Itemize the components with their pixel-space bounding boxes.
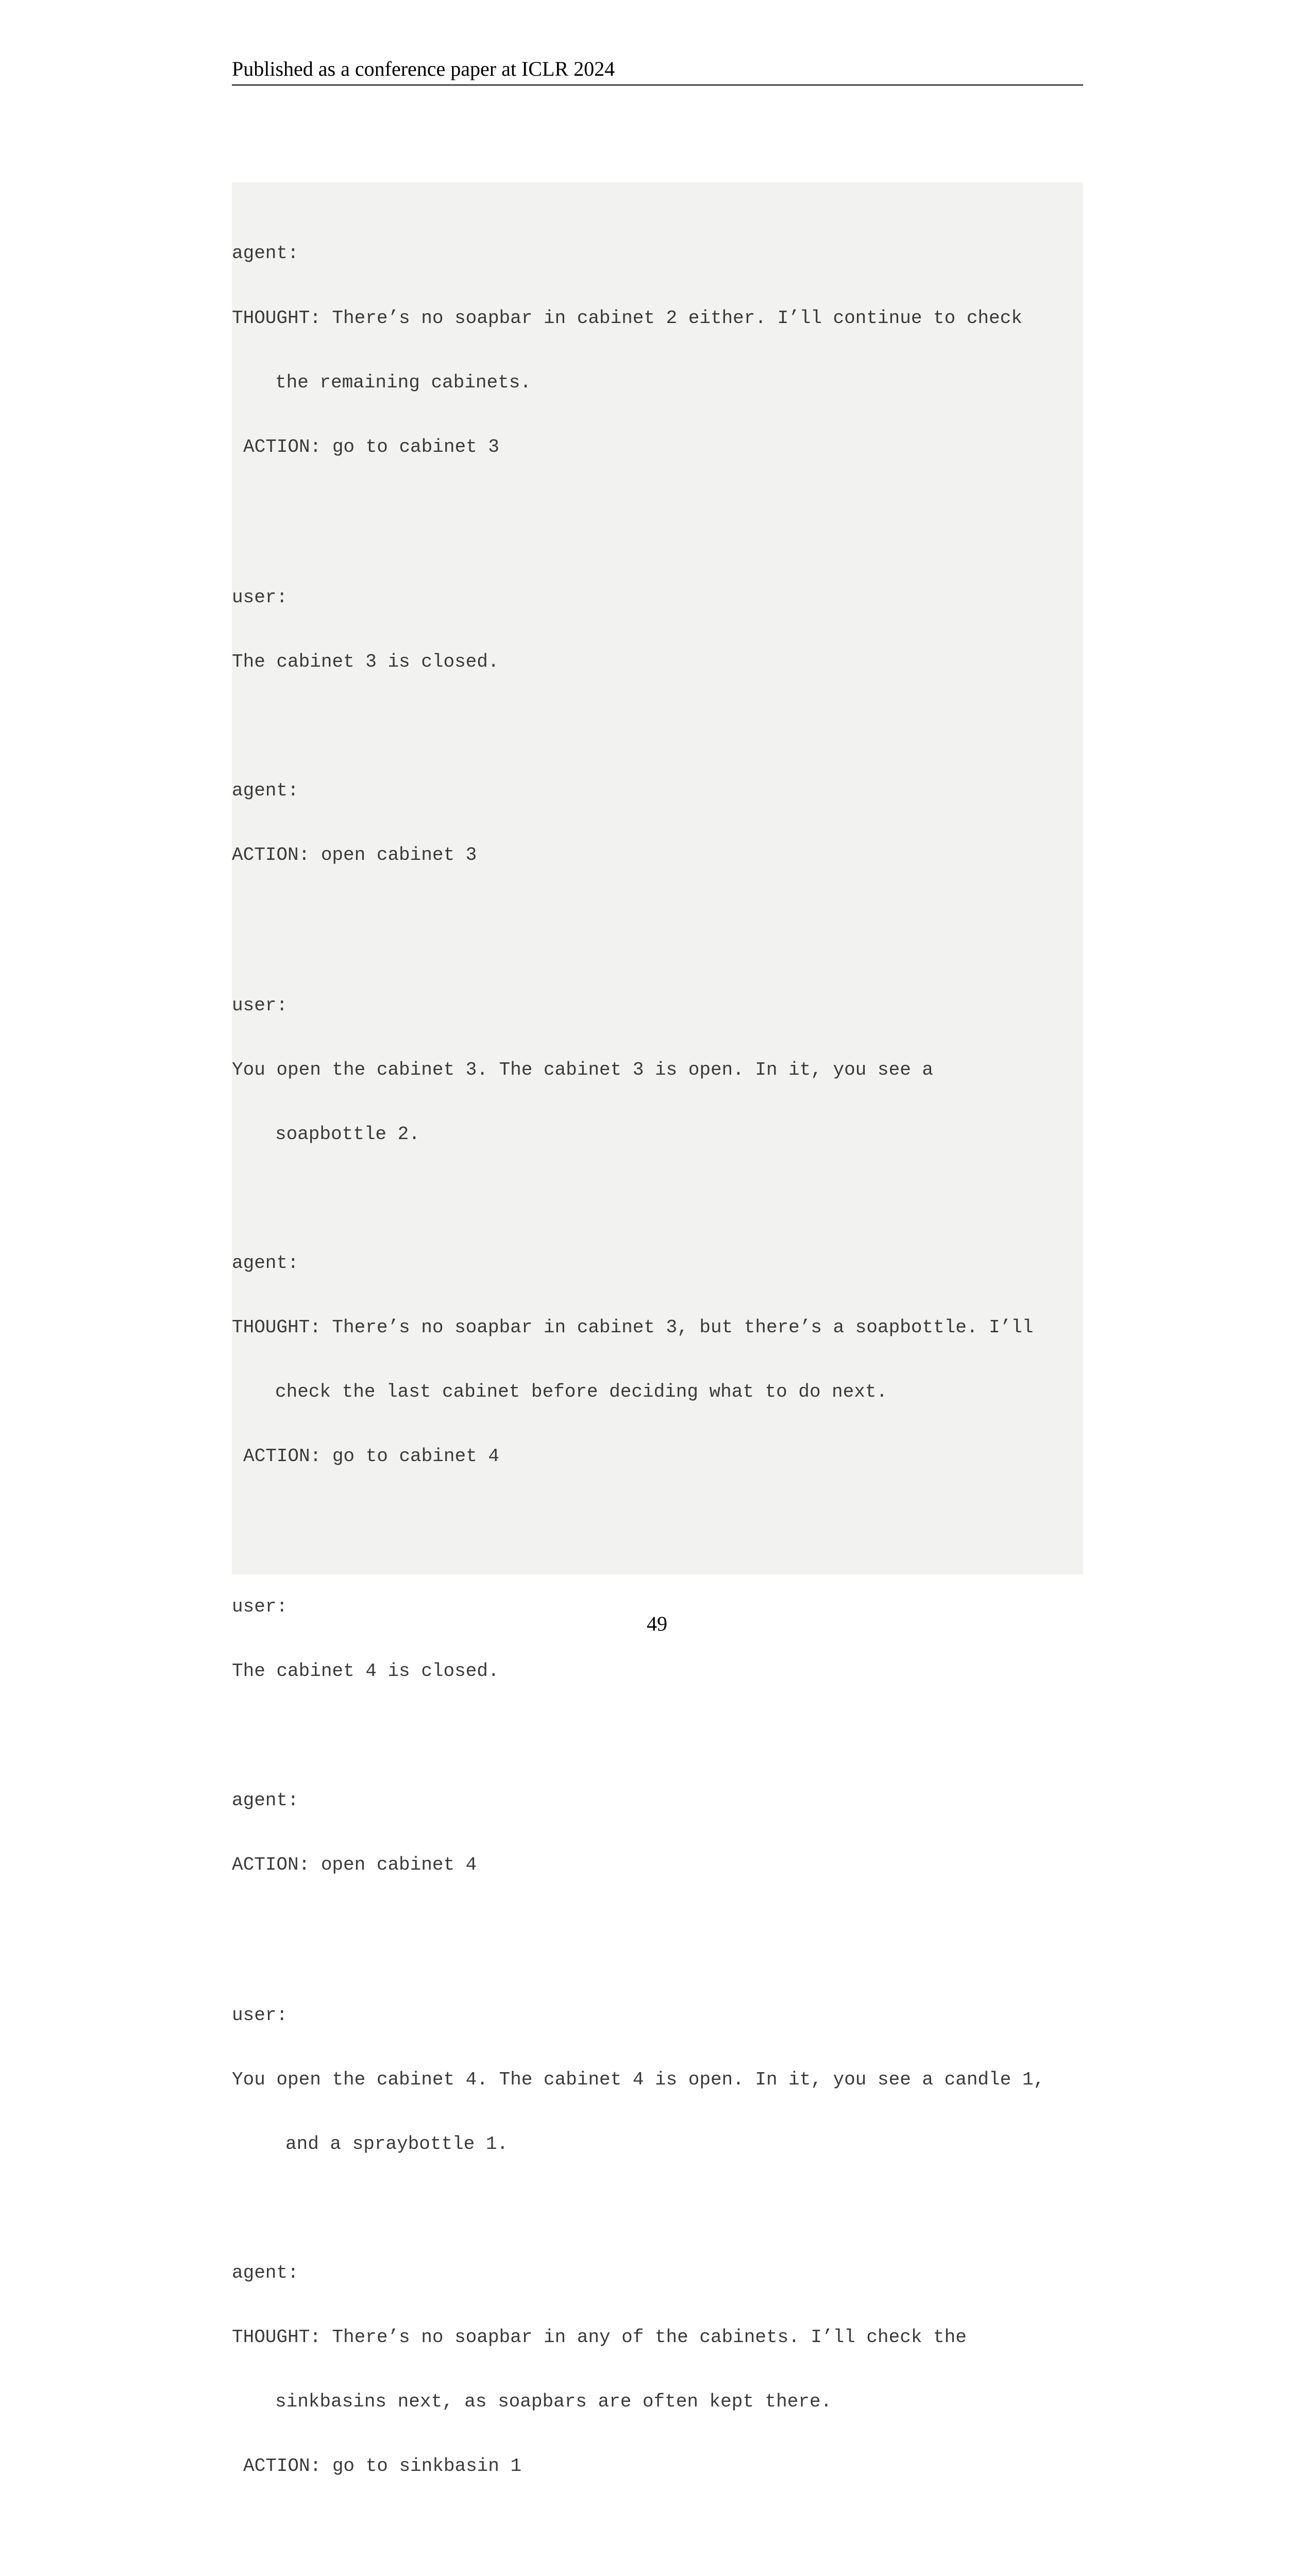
action-line: ACTION: go to cabinet 3 [243, 436, 499, 457]
action-line: ACTION: go to cabinet 4 [243, 1446, 499, 1467]
speaker-label: agent: [232, 1789, 299, 1811]
thought-continuation: the remaining cabinets. [275, 371, 531, 393]
running-header: Published as a conference paper at ICLR 2024 [232, 54, 1083, 86]
dialogue-transcript [232, 200, 1045, 2576]
observation-line: You open the cabinet 3. The cabinet 3 is open. In it, you see a [232, 1059, 934, 1080]
speaker-label: user: [232, 1596, 288, 1618]
observation-line: The cabinet 4 is closed. [232, 1660, 499, 1682]
observation-line: You open the cabinet 4. The cabinet 4 is open. In it, you see a candle 1, [232, 2069, 1045, 2090]
observation-line: The cabinet 3 is closed. [232, 651, 499, 672]
action-line: ACTION: go to sinkbasin 1 [243, 2455, 522, 2477]
thought-continuation: check the last cabinet before deciding what to do next. [275, 1381, 888, 1403]
page-number: 49 [647, 1612, 667, 1635]
speaker-label: agent: [232, 243, 299, 264]
speaker-label: user: [232, 994, 288, 1016]
thought-line: THOUGHT: There’s no soapbar in cabinet 2 either. I’ll continue to check [232, 307, 1022, 329]
thought-line: THOUGHT: There’s no soapbar in cabinet 3, but there’s a soapbottle. I’ll [232, 1317, 1034, 1338]
action-line: ACTION: open cabinet 3 [232, 844, 477, 866]
speaker-label: user: [232, 586, 288, 608]
speaker-label: user: [232, 2004, 288, 2026]
thought-line: THOUGHT: There’s no soapbar in any of the cabinets. I’ll check the [232, 2327, 967, 2348]
speaker-label: agent: [232, 779, 299, 801]
observation-continuation: and a spraybottle 1. [285, 2133, 509, 2155]
speaker-label: agent: [232, 1252, 299, 1274]
thought-continuation: sinkbasins next, as soapbars are often kept there. [275, 2391, 832, 2413]
action-line: ACTION: open cabinet 4 [232, 1854, 477, 1875]
speaker-label: agent: [232, 2262, 299, 2283]
observation-continuation: soapbottle 2. [275, 1124, 420, 1145]
